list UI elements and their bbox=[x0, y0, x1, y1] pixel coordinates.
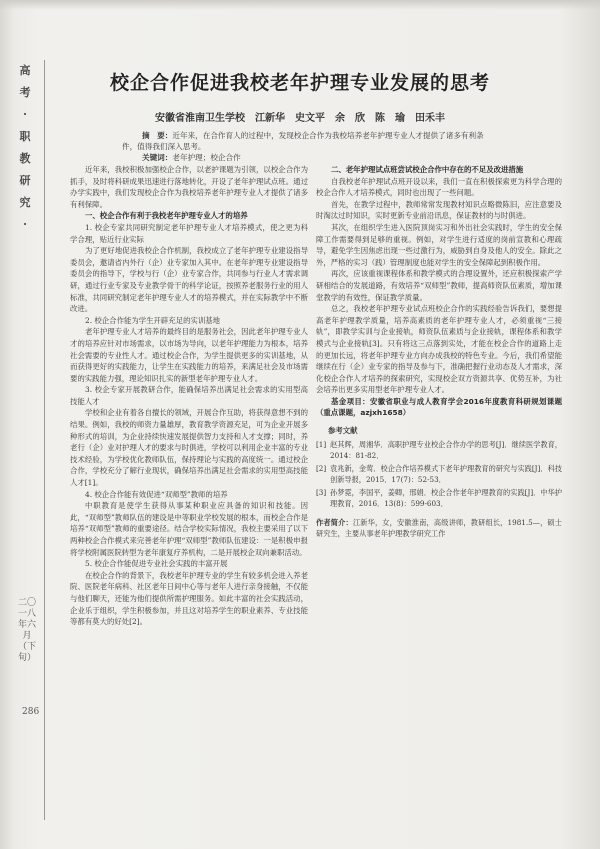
keywords-label: 关键词： bbox=[142, 153, 173, 162]
s1-p1-heading: 1. 校企专家共同研究制定老年护理专业人才培养模式，使之更为科学合理，贴近行业实际 bbox=[70, 222, 308, 244]
s1-p1-body: 为了更好地促进我校企合作机制，我校成立了老年护理专业建设指导委员会，邀请省内外行（企）业专家加入其中。在老年护理专业建设指导委员会的指导下，学校与行（企）业专家合作，共同参与行业人才需求调研，通过行业专家及专业教学骨干的科学论证，按照养老服务行业的用人标准，共同研究制定老年护理专业人才的培养模式，并在实际教学中不断改进。 bbox=[70, 246, 308, 314]
reference-number: [2] bbox=[316, 463, 327, 473]
s1-p4-heading: 4. 校企合作能有效促进“双师型”教师的培养 bbox=[85, 489, 228, 499]
reference-item bbox=[316, 463, 562, 485]
right-column bbox=[316, 164, 562, 539]
left-column bbox=[70, 164, 308, 628]
reference-item bbox=[316, 487, 562, 509]
page-number: 286 bbox=[22, 707, 40, 717]
reference-number: [3] bbox=[316, 487, 327, 497]
s1-p2-heading: 2. 校企合作能为学生开辟充足的实训基地 bbox=[85, 315, 221, 325]
s2-paragraph: 其次，在组织学生进入医院顶岗实习和外出社会实践时，学生的安全保障工作需要得到足够的重视。例如，对学生进行适度的岗前宣教和心理疏导，避免学生因焦虑出现一些过激行为，威胁到自身及他人的安全。除此之外，严格的实习（践）管理制度也能对学生的安全保障起到积极作用。 bbox=[316, 222, 562, 267]
section2-heading: 二、老年护理试点班尝试校企合作中存在的不足及改进措施 bbox=[331, 165, 524, 174]
s2-paragraph: 再次，应该重视课程体系和教学模式的合理设置外，还应积极探索产学研相结合的发展道路，有效培养“双师型”教师，提高师资队伍素质，增加课堂教学的有效性，保证教学质量。 bbox=[316, 269, 562, 302]
author-bio bbox=[316, 517, 562, 539]
s1-p4-body: 中职教育是使学生获得从事某种职业应具备的知识和技能。因此，“双师型”教师队伍的建设是中等职业学校发展的根本，而校企合作是培养“双师型”教师的重要途径。结合学校实际情况，我校主要采用了以下两种校企合作模式来完善老年护理“双师型”教师队伍建设：一是积极申报将学校附属医院转型为老年康复疗养机构，二是开展校企双向兼职活动。 bbox=[70, 501, 308, 557]
abstract-label: 摘 要： bbox=[142, 131, 173, 140]
article-title: 校企合作促进我校老年护理专业发展的思考 bbox=[109, 72, 490, 94]
s1-p2-body: 老年护理专业人才培养的最终目的是服务社会，因此老年护理专业人才的培养应针对市场需求，以市场为导向，以老年护理能力为根本，培养社会需要的专业性人才。通过校企合作，为学生提供更多的实训基地，从而获得更好的实践能力，让学生在实践能力的培养，来满足社会及市场需要的实践能力强，理论知识扎实的新型老年护理专业人才。 bbox=[70, 327, 308, 383]
article-authors: 安徽省淮南卫生学校 江新华 史文平 余 欣 陈 瑜 田禾丰 bbox=[155, 113, 445, 124]
intro-paragraph: 近年来，我校积极加强校企合作，以老护课题为引领，以校企合作为抓手，及时将科研成果迅速进行落地转化，开设了老年护理试点班。通过办学实践中，我们发现校企合作为我校培养老年护理专业人才提供了诸多有利保障。 bbox=[70, 165, 308, 209]
author-bio-text: 江新华，女，安徽淮南，高级讲师，教研组长，1981.5—，硕士研究生，主要从事老年护理教学研究工作 bbox=[316, 517, 562, 538]
reference-text: 孙梦霓，李国平，姜卿，邢娟．校企合作老年护理教育的实践[J]．中华护理教育，2016．13(8)：599-603． bbox=[330, 487, 562, 508]
abstract-text: 近年来，在合作育人的过程中，发现校企合作为我校培养老年护理专业人才提供了诸多有利条件，值得我们深入思考。 bbox=[122, 131, 484, 151]
running-head-issue: 二〇一八年六月（下旬） bbox=[18, 598, 37, 663]
s1-p5-heading: 5. 校企合作能促进专业社会实践的丰富开展 bbox=[85, 559, 228, 569]
reference-text: 赵其辉，周湘华．高职护理专业校企合作办学的思考[J]．继续医学教育，2014：81-82． bbox=[330, 439, 562, 460]
s2-paragraph: 总之，我校老年护理专业试点班校企合作的实践经验告诉我们，要想提高老年护理教学质量，培养高素质的老年护理专业人才，必须重视“三接轨”，即教学实训与企业接轨，师资队伍素质与企业接轨，课程体系和教学模式与企业接轨[3]。只有将这三点落到实处，才能在校企合作的道路上走的更加长远，将老年护理专业方向办成我校的特色专业。今后，我们希望能继续在行（企）业专家的指导及参与下，准确把握行业动态及人才需求，深化校企合作人才培养的探索研究，实现校企双方资源共享、优势互补，为社会培养出更多实用型老年护理专业人才。 bbox=[316, 304, 562, 395]
s1-p3-body: 学校和企业有着各自擅长的领域，开展合作互助，将获得意想不到的结果。例如，我校的师资力量雄厚，教育教学资源充足，可为企业开展多种形式的培训，为企业持续快速发展提供智力支持和人才支撑；同时，养老行（企）业对护理人才的要求与时俱进，学校可以利用企业丰富的专业技术经验，为学校优化教师队伍，保持理论与实践的高度统一。通过校企合作，学校充分了解行业现状，确保培养出满足社会需求的实用型高技能人才[1]。 bbox=[70, 408, 308, 488]
fund-text: 安徽省职业与成人教育学会2016年度教育科研规划课题（重点课题，azjxh1658） bbox=[316, 396, 562, 418]
keywords-text: 老年护理；校企合作 bbox=[172, 153, 241, 162]
reference-item bbox=[316, 439, 562, 461]
section1-heading: 一、校企合作有利于我校老年护理专业人才的培养 bbox=[85, 211, 248, 221]
scan-shadow bbox=[0, 0, 600, 10]
s2-paragraph: 首先，在教学过程中，教师常常发现教材知识点略微陈旧，应注意要及时淘汰过时知识，实时更新专业前沿讯息，保证教材的与时俱进。 bbox=[316, 199, 562, 221]
margin-rule bbox=[44, 60, 45, 820]
s1-p3-heading: 3. 校企专家开展教研合作，能确保培养出满足社会需求的实用型高技能人才 bbox=[70, 385, 308, 406]
reference-text: 袁兆新，金莺．校企合作培养模式下老年护理教育的研究与实践[J]．科技创新导报，2015．17(7)：52-53． bbox=[330, 463, 562, 484]
abstract-block bbox=[122, 130, 490, 163]
references-heading: 参考文献 bbox=[328, 426, 358, 436]
s1-p5-body: 在校企合作的背景下，我校老年护理专业的学生有较多机会进入养老院、医院老年病科、社区老年日间中心等与老年人进行亲身接触，不仅能与他们聊天，还能为他们提供所需护理服务。如此丰富的社会实践活动，企业乐于组织，学生积极参加，并且这对培养学生的职业素养、专业技能等都有莫大的好处[2]。 bbox=[70, 570, 308, 627]
running-head-journal: 高 考 · 职 教 研 究 · bbox=[19, 64, 31, 231]
fund-note bbox=[316, 396, 562, 419]
reference-number: [1] bbox=[316, 439, 327, 449]
author-bio-label: 作者简介： bbox=[316, 517, 353, 527]
fund-label: 基金项目： bbox=[331, 396, 370, 406]
s2-paragraph: 自我校老年护理试点班开设以来，我们一直在积极探索更为科学合理的校企合作人才培养模式，同时也出现了一些问题。 bbox=[316, 176, 562, 198]
